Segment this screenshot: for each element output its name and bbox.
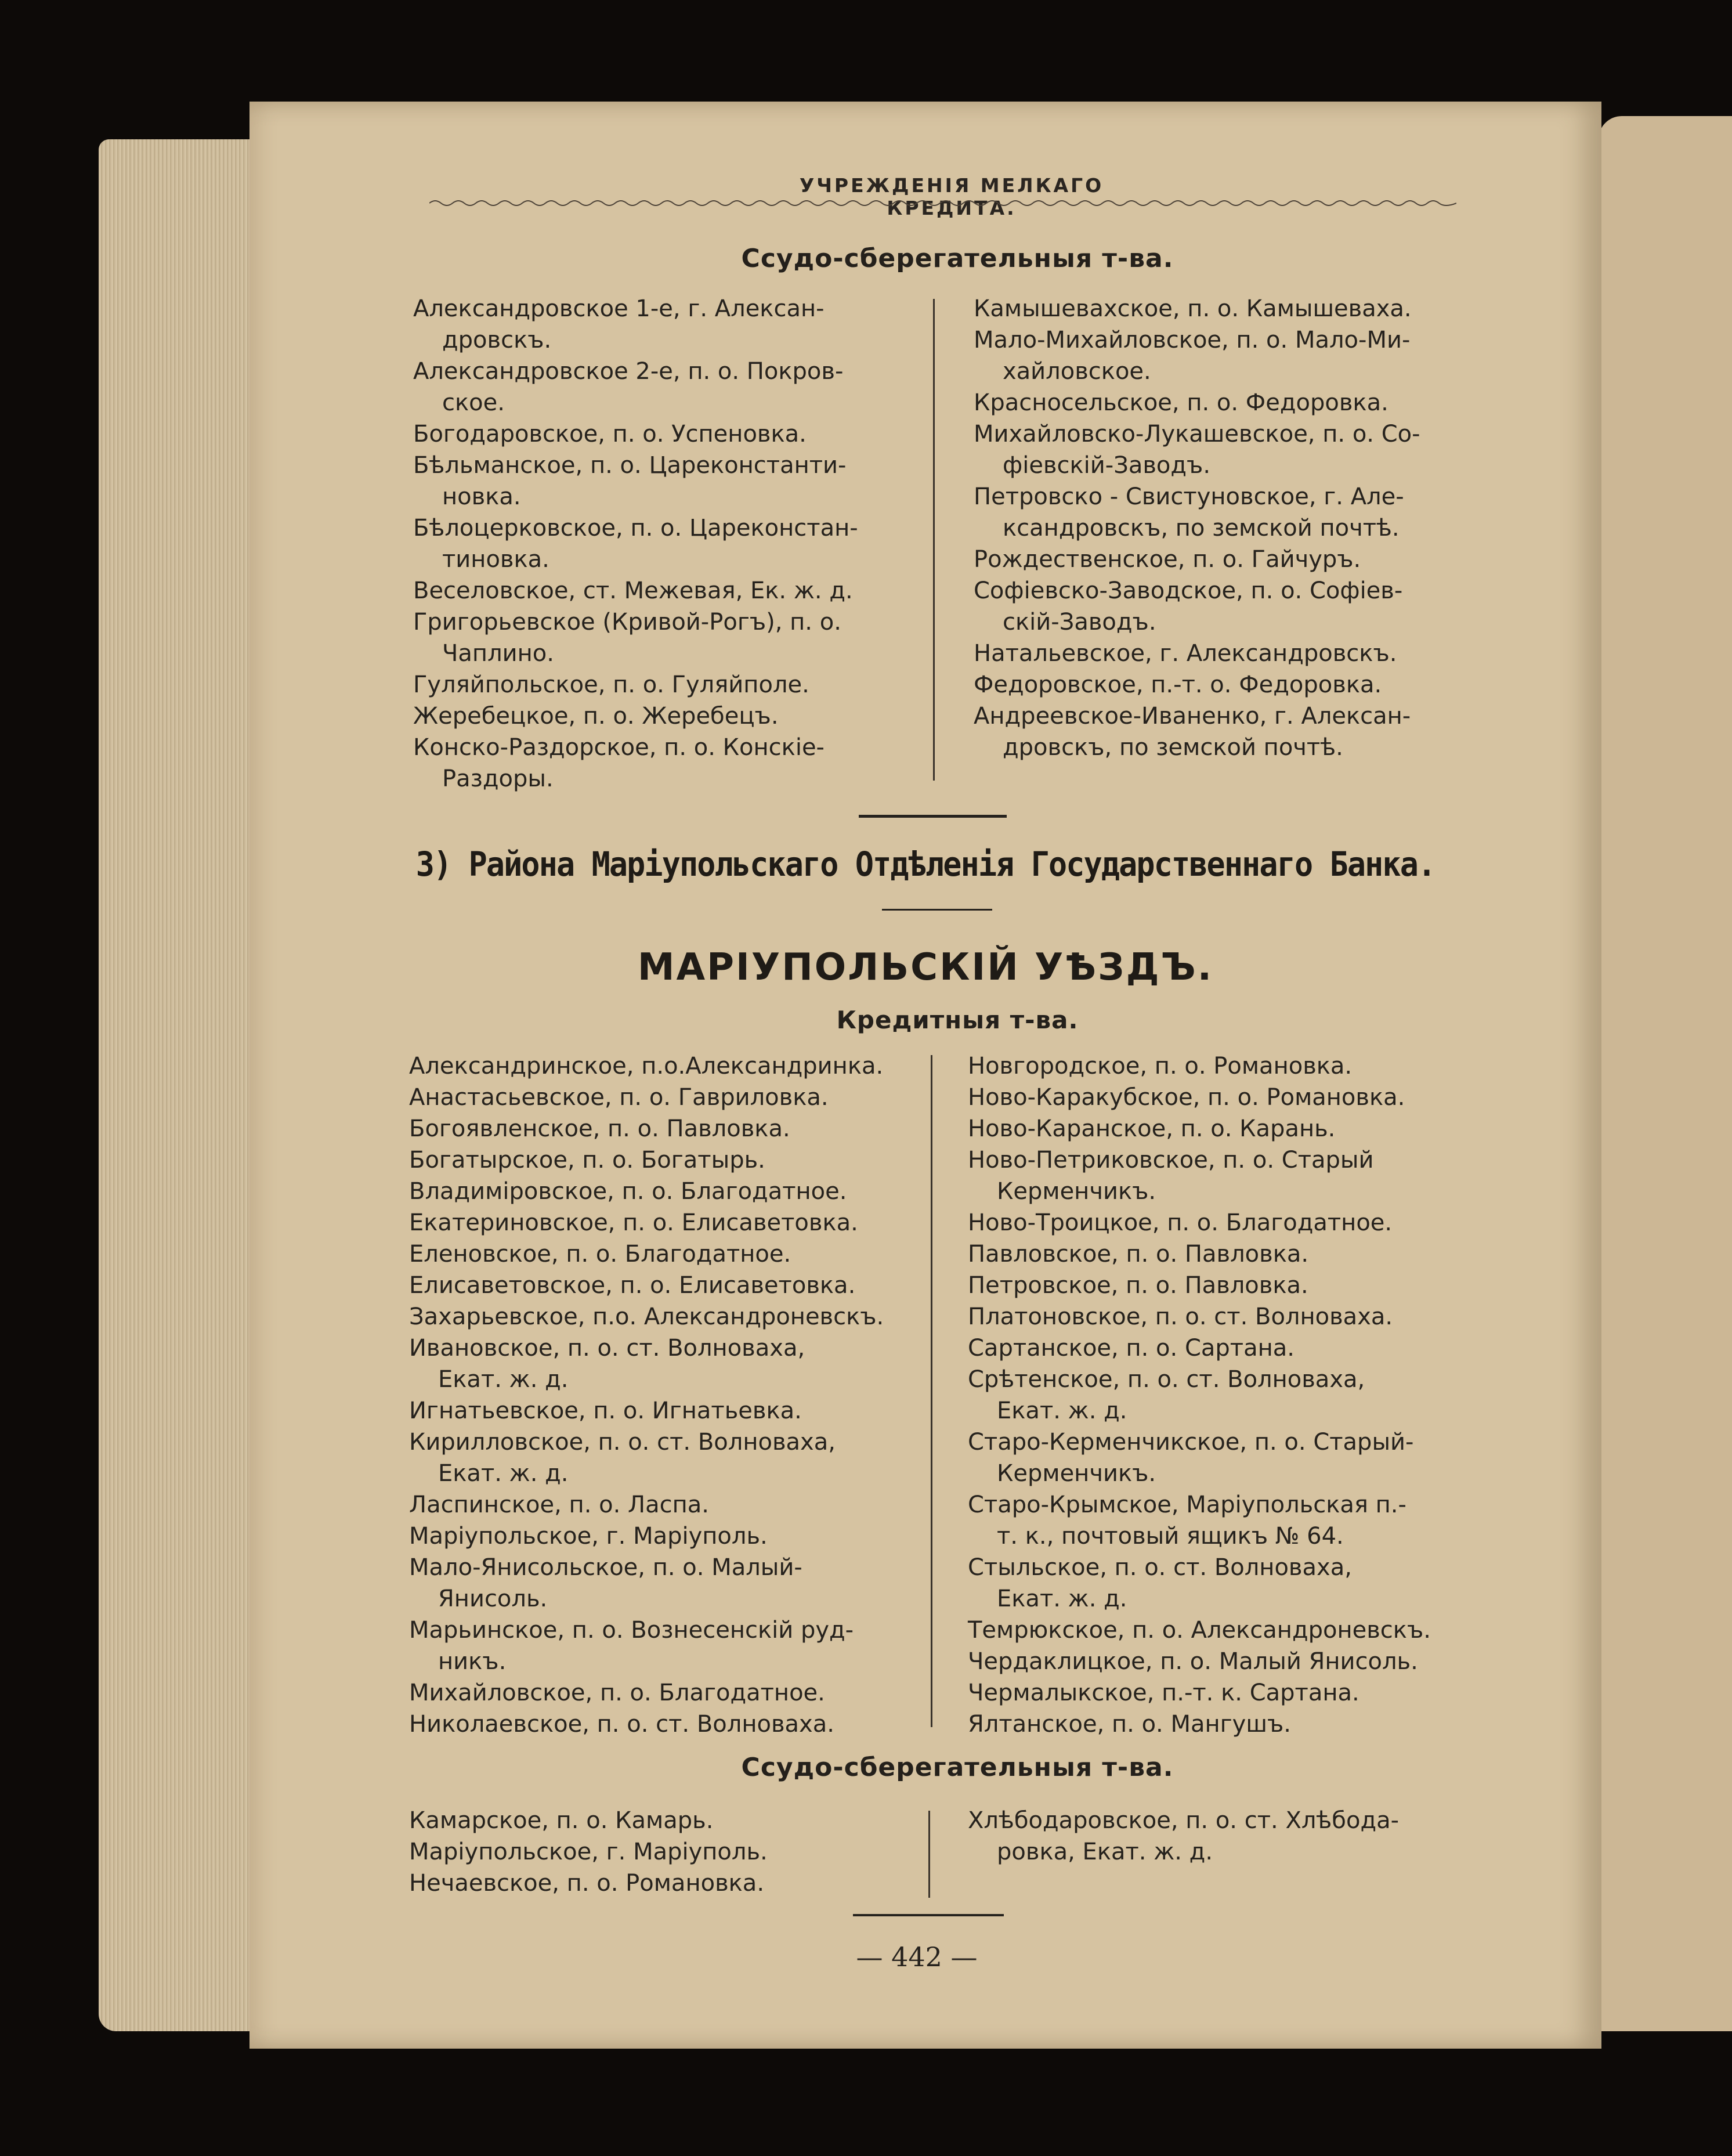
uezd-heading: МАРІУПОЛЬСКІЙ УѢЗДЪ.: [637, 946, 1214, 989]
entry-line: Стыльское, п. о. ст. Волноваха,: [968, 1554, 1352, 1581]
list-item: [409, 1332, 896, 1395]
entry-line: Маріупольское, г. Маріуполь.: [409, 1523, 768, 1550]
list-item: [413, 293, 898, 356]
list-item: [968, 1709, 1455, 1740]
entry-line: Ивановское, п. о. ст. Волноваха,: [409, 1335, 805, 1362]
section-rule: [859, 815, 1007, 818]
list-item: [409, 1489, 896, 1521]
entry-line: Елисаветовское, п. о. Елисаветовка.: [409, 1272, 856, 1299]
list-item: [968, 1677, 1455, 1709]
entry-line: Натальевское, г. Александровскъ.: [974, 640, 1397, 667]
entry-continuation: Екат. ж. д.: [438, 1366, 569, 1393]
list-item: [968, 1615, 1455, 1646]
entry-line: Платоновское, п. о. ст. Волноваха.: [968, 1303, 1393, 1330]
list-item: [409, 1050, 896, 1082]
list-item: [974, 669, 1458, 700]
entry-line: Екатериновское, п. о. Елисаветовка.: [409, 1209, 858, 1236]
entry-line: Марьинское, п. о. Вознесенскій руд-: [409, 1617, 854, 1644]
section3-left-column: [409, 1805, 896, 1899]
list-item: [974, 324, 1458, 387]
list-item: [413, 575, 898, 606]
entry-line: Хлѣбодаровское, п. о. ст. Хлѣбода-: [968, 1807, 1400, 1834]
list-item: [968, 1301, 1455, 1332]
list-item: [413, 512, 898, 575]
list-item: [968, 1050, 1455, 1082]
list-item: [968, 1332, 1455, 1364]
entry-line: Ново-Троицкое, п. о. Благодатное.: [968, 1209, 1393, 1236]
column-divider: [931, 1055, 932, 1727]
entry-line: Павловское, п. о. Павловка.: [968, 1241, 1309, 1267]
list-item: [409, 1207, 896, 1238]
section-heading-credit: Кредитныя т-ва.: [836, 1006, 1079, 1034]
list-item: [409, 1427, 896, 1489]
list-item: [968, 1144, 1455, 1207]
entry-line: Богоявленское, п. о. Павловка.: [409, 1115, 790, 1142]
entry-line: Александровское 1-е, г. Алексан-: [413, 295, 825, 322]
entry-continuation: дровскъ.: [442, 327, 552, 353]
list-item: [974, 481, 1458, 544]
list-item: [968, 1113, 1455, 1144]
list-item: [409, 1238, 896, 1270]
entry-continuation: Екат. ж. д.: [997, 1586, 1127, 1612]
entry-line: Игнатьевское, п. о. Игнатьевка.: [409, 1397, 802, 1424]
entry-line: Старо-Крымское, Маріупольская п.-: [968, 1491, 1406, 1518]
list-item: [413, 606, 898, 669]
entry-continuation: Керменчикъ.: [997, 1178, 1156, 1205]
entry-continuation: Янисоль.: [438, 1586, 548, 1612]
entry-line: Ново-Каранское, п. о. Карань.: [968, 1115, 1336, 1142]
section3-right-column: [968, 1805, 1455, 1868]
list-item: [968, 1427, 1455, 1489]
entry-continuation: тиновка.: [442, 546, 549, 573]
entry-line: Николаевское, п. о. ст. Волноваха.: [409, 1711, 834, 1738]
list-item: [974, 418, 1458, 481]
entry-continuation: ксандровскъ, по земской почтѣ.: [1003, 515, 1400, 541]
entry-line: Александровское 2-е, п. о. Покров-: [413, 358, 844, 385]
section-rule: [853, 1914, 1004, 1916]
list-item: [974, 575, 1458, 638]
section1-left-column: [413, 293, 898, 794]
entry-continuation: дровскъ, по земской почтѣ.: [1003, 734, 1343, 761]
list-item: [968, 1238, 1455, 1270]
entry-line: Петровское, п. о. Павловка.: [968, 1272, 1308, 1299]
entry-continuation: скій-Заводъ.: [1003, 609, 1156, 635]
section-heading-loan-savings-2: Ссудо-сберегательныя т-ва.: [741, 1753, 1174, 1782]
list-item: [968, 1489, 1455, 1552]
entry-line: Веселовское, ст. Межевая, Ек. ж. д.: [413, 577, 853, 604]
list-item: [968, 1270, 1455, 1301]
list-item: [968, 1805, 1455, 1868]
entry-line: Маріупольское, г. Маріуполь.: [409, 1839, 768, 1865]
region-heading: 3) Района Маріупольскаго Отдѣленія Государственнаго Банка.: [415, 844, 1436, 884]
section1-right-column: [974, 293, 1458, 763]
list-item: [409, 1709, 896, 1740]
list-item: [413, 700, 898, 732]
entry-line: Анастасьевское, п. о. Гавриловка.: [409, 1084, 829, 1111]
book-page-edges: [99, 139, 250, 2031]
entry-line: Камышевахское, п. о. Камышеваха.: [974, 295, 1412, 322]
section2-right-column: [968, 1050, 1455, 1740]
list-item: [409, 1144, 896, 1176]
entry-line: Захарьевское, п.о. Александроневскъ.: [409, 1303, 884, 1330]
entry-line: Александринское, п.о.Александринка.: [409, 1053, 884, 1079]
list-item: [409, 1113, 896, 1144]
entry-line: Бѣльманское, п. о. Цареконстанти-: [413, 452, 847, 479]
list-item: [974, 700, 1458, 763]
list-item: [968, 1207, 1455, 1238]
list-item: [409, 1805, 896, 1836]
list-item: [409, 1270, 896, 1301]
entry-line: Петровско - Свистуновское, г. Але-: [974, 483, 1404, 510]
entry-line: Рождественское, п. о. Гайчуръ.: [974, 546, 1361, 573]
entry-line: Еленовское, п. о. Благодатное.: [409, 1241, 791, 1267]
list-item: [413, 356, 898, 418]
column-divider: [928, 1811, 930, 1898]
entry-continuation: Раздоры.: [442, 765, 554, 792]
entry-line: Федоровское, п.-т. о. Федоровка.: [974, 671, 1382, 698]
list-item: [413, 450, 898, 512]
entry-continuation: Чаплино.: [442, 640, 554, 667]
entry-line: Мало-Янисольское, п. о. Малый-: [409, 1554, 802, 1581]
entry-line: Жеребецкое, п. о. Жеребецъ.: [413, 703, 779, 729]
entry-continuation: хайловское.: [1003, 358, 1151, 385]
entry-continuation: ское.: [442, 389, 505, 416]
running-head: УЧРЕЖДЕНІЯ МЕЛКАГО КРЕДИТА.: [799, 174, 1104, 219]
entry-line: Ласпинское, п. о. Ласпа.: [409, 1491, 709, 1518]
list-item: [409, 1082, 896, 1113]
entry-continuation: Екат. ж. д.: [438, 1460, 569, 1487]
entry-line: Бѣлоцерковское, п. о. Цареконстан-: [413, 515, 858, 541]
entry-continuation: никъ.: [438, 1648, 507, 1675]
entry-line: Михайловско-Лукашевское, п. о. Со-: [974, 421, 1420, 447]
list-item: [409, 1301, 896, 1332]
entry-line: Михайловское, п. о. Благодатное.: [409, 1680, 825, 1706]
entry-line: Ново-Петриковское, п. о. Старый: [968, 1147, 1374, 1173]
list-item: [409, 1836, 896, 1868]
list-item: [409, 1521, 896, 1552]
column-divider: [933, 299, 935, 781]
entry-line: Григорьевское (Кривой-Рогъ), п. о.: [413, 609, 841, 635]
entry-line: Андреевское-Иваненко, г. Алексан-: [974, 703, 1411, 729]
entry-line: Гуляйпольское, п. о. Гуляйполе.: [413, 671, 809, 698]
entry-line: Ново-Каракубское, п. о. Романовка.: [968, 1084, 1405, 1111]
list-item: [974, 544, 1458, 575]
section-rule: [882, 909, 992, 911]
list-item: [413, 418, 898, 450]
ornamental-rule: [429, 197, 1456, 209]
entry-continuation: новка.: [442, 483, 521, 510]
entry-line: Темрюкское, п. о. Александроневскъ.: [968, 1617, 1431, 1644]
list-item: [409, 1176, 896, 1207]
entry-line: Богатырское, п. о. Богатырь.: [409, 1147, 765, 1173]
list-item: [974, 387, 1458, 418]
list-item: [968, 1364, 1455, 1427]
entry-line: Ялтанское, п. о. Мангушъ.: [968, 1711, 1291, 1738]
entry-line: Срѣтенское, п. о. ст. Волноваха,: [968, 1366, 1365, 1393]
page-number: — 442 —: [856, 1941, 978, 1973]
entry-continuation: Керменчикъ.: [997, 1460, 1156, 1487]
list-item: [968, 1552, 1455, 1615]
entry-line: Конско-Раздорское, п. о. Конскіе-: [413, 734, 825, 761]
entry-line: Красносельское, п. о. Федоровка.: [974, 389, 1389, 416]
list-item: [409, 1615, 896, 1677]
list-item: [974, 293, 1458, 324]
entry-line: Чердаклицкое, п. о. Малый Янисоль.: [968, 1648, 1418, 1675]
entry-line: Нечаевское, п. о. Романовка.: [409, 1870, 765, 1897]
entry-line: Владиміровское, п. о. Благодатное.: [409, 1178, 847, 1205]
entry-line: Старо-Керменчикское, п. о. Старый-: [968, 1429, 1414, 1456]
entry-line: Камарское, п. о. Камарь.: [409, 1807, 714, 1834]
facing-page-edge: [1599, 116, 1732, 2031]
list-item: [413, 732, 898, 794]
entry-line: Мало-Михайловское, п. о. Мало-Ми-: [974, 327, 1411, 353]
entry-continuation: т. к., почтовый ящикъ № 64.: [997, 1523, 1344, 1550]
section2-left-column: [409, 1050, 896, 1740]
entry-line: Сартанское, п. о. Сартана.: [968, 1335, 1295, 1362]
entry-line: Новгородское, п. о. Романовка.: [968, 1053, 1353, 1079]
list-item: [409, 1868, 896, 1899]
list-item: [409, 1395, 896, 1427]
entry-line: Богодаровское, п. о. Успеновка.: [413, 421, 807, 447]
list-item: [409, 1552, 896, 1615]
section-heading-loan-savings: Ссудо-сберегательныя т-ва.: [741, 244, 1174, 273]
list-item: [968, 1646, 1455, 1677]
entry-continuation: Екат. ж. д.: [997, 1397, 1127, 1424]
entry-line: Кирилловское, п. о. ст. Волноваха,: [409, 1429, 836, 1456]
list-item: [974, 638, 1458, 669]
entry-line: Софіевско-Заводское, п. о. Софіев-: [974, 577, 1403, 604]
entry-continuation: фіевскій-Заводъ.: [1003, 452, 1211, 479]
entry-continuation: ровка, Екат. ж. д.: [997, 1839, 1213, 1865]
entry-line: Чермалыкское, п.-т. к. Сартана.: [968, 1680, 1359, 1706]
list-item: [413, 669, 898, 700]
list-item: [968, 1082, 1455, 1113]
list-item: [409, 1677, 896, 1709]
